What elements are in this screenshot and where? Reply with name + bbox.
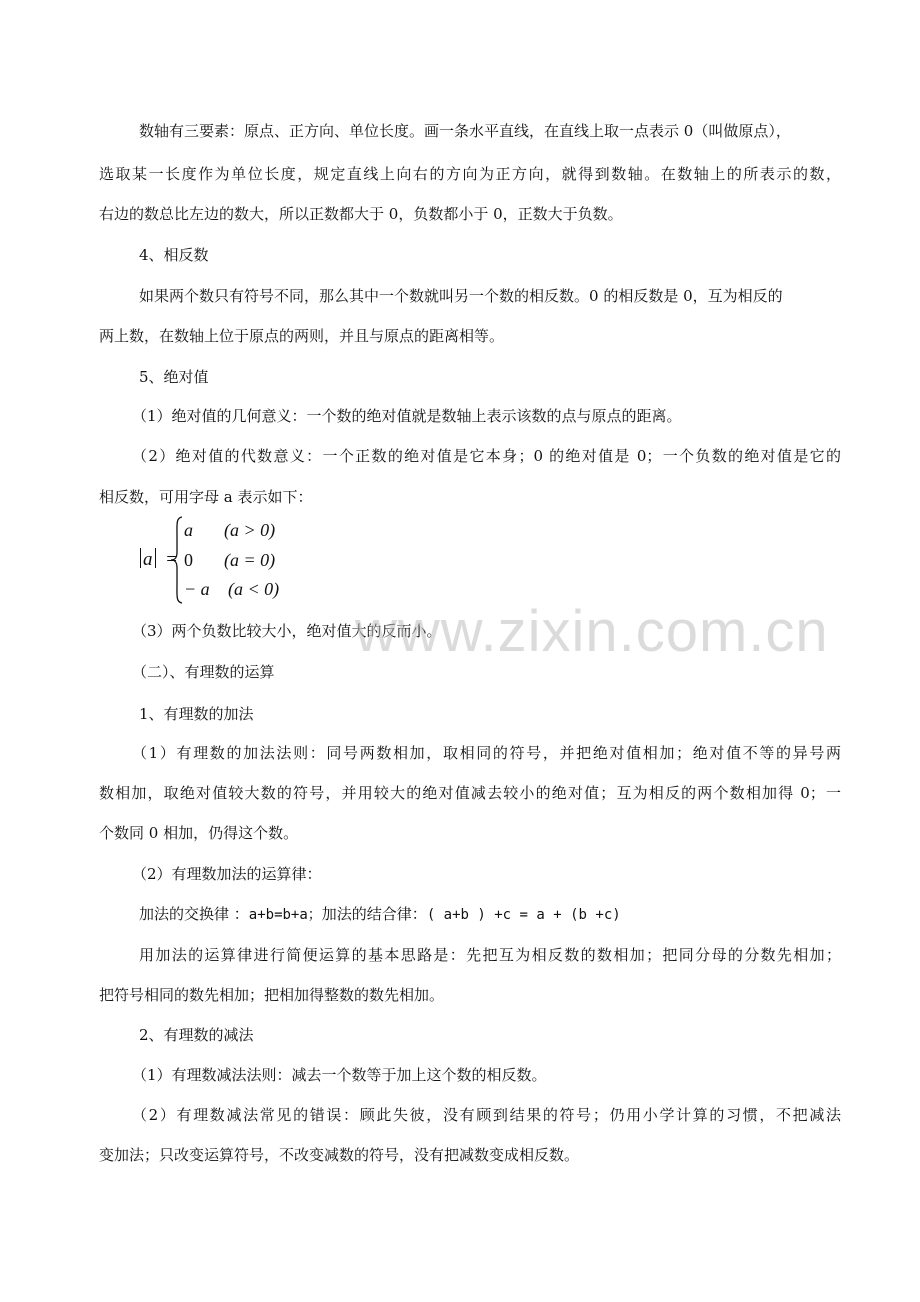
absolute-value-formula [138,512,338,612]
subtraction-rule: （1）有理数减法法则：减去一个数等于加上这个数的相反数。 [132,1066,547,1084]
formula-case-zero: 0 (a = 0) [184,550,276,570]
tip-line1: 用加法的运算律进行简便运算的基本思路是：先把互为相反数的数相加；把同分母的分数先相加； [139,946,841,964]
p2-line2: 两上数，在数轴上位于原点的两则，并且与原点的距离相等。 [99,327,505,345]
formula-case-negative: − a (a < 0) [184,579,280,599]
p1-line2: 选取某一长度作为单位长度，规定直线上向右的方向为正方向，就得到数轴。在数轴上的所表示的数， [99,165,841,183]
watermark: www.zixin.com.cn [355,599,829,664]
left-brace-icon [170,516,184,604]
abs-compare-negatives: （3）两个负数比较大小，绝对值大的反而小。 [132,622,442,640]
addition-rule-line3: 个数同 0 相加，仍得这个数。 [99,824,299,842]
abs-geometric-meaning: （1）绝对值的几何意义：一个数的绝对值就是数轴上表示该数的点与原点的距离。 [132,407,682,425]
addition-rule-line2: 数相加，取绝对值较大数的符号，并用较大的绝对值减去较小的绝对值；互为相反的两个数相加得 0；一 [99,784,841,802]
abs-algebraic-line2: 相反数，可用字母 a 表示如下： [99,488,313,506]
addition-rule-line1: （1）有理数的加法法则：同号两数相加，取相同的符号，并把绝对值相加；绝对值不等的异号两 [132,744,841,762]
heading-opposite-number: 4、相反数 [139,246,209,264]
heading-subtraction: 2、有理数的减法 [139,1026,254,1044]
commutative-expr: a+b=b+a； [248,907,322,923]
p2-line1: 如果两个数只有符号不同，那么其中一个数就叫另一个数的相反数。0 的相反数是 0，互为相反的 [139,287,783,305]
associative-expr: ( a+b ) +c = a + (b +c) [426,907,621,923]
tip-line2: 把符号相同的数先相加；把相加得整数的数先相加。 [99,986,445,1004]
subtraction-errors-line2: 变加法；只改变运算符号，不改变减数的符号，没有把减数变成相反数。 [99,1146,580,1164]
subtraction-errors-line1: （2）有理数减法常见的错误：顾此失彼，没有顾到结果的符号；仍用小学计算的习惯，不把减法 [132,1106,841,1124]
addition-laws-heading: （2）有理数加法的运算律： [132,865,322,883]
section-rational-operations: （二）、有理数的运算 [132,663,275,681]
commutative-label: 加法的交换律 ： [139,905,249,923]
heading-addition: 1、有理数的加法 [139,705,254,723]
associative-label: 加法的结合律： [321,905,427,923]
abs-algebraic-line1: （2）绝对值的代数意义：一个正数的绝对值是它本身；0 的绝对值是 0；一个负数的绝对值是它的 [132,447,841,465]
heading-absolute-value: 5、绝对值 [139,368,209,386]
addition-laws [139,903,621,924]
p1-line1: 数轴有三要素：原点、正方向、单位长度。画一条水平直线，在直线上取一点表示 0（叫做原点）， [139,122,791,140]
p1-line3: 右边的数总比左边的数大，所以正数都大于 0，负数都小于 0，正数大于负数。 [99,205,623,223]
formula-lhs: a = [138,548,177,571]
formula-case-positive: a (a > 0) [184,520,276,540]
